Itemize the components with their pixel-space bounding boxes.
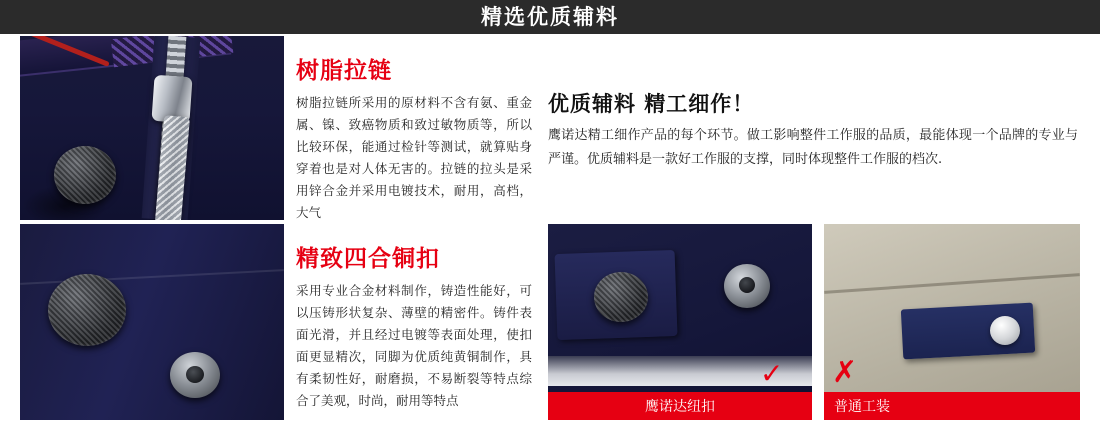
plain-product-caption: 普通工装 bbox=[824, 392, 1080, 420]
small-snap-button bbox=[170, 352, 220, 398]
snap-button bbox=[54, 146, 116, 204]
good-product-caption: 鹰诺达纽扣 bbox=[548, 392, 812, 420]
page-title: 精选优质辅料 bbox=[481, 5, 619, 29]
plain-fabric-seam bbox=[824, 273, 1080, 294]
zipper-photo bbox=[20, 36, 284, 220]
plain-product-photo bbox=[824, 224, 1080, 420]
check-icon: ✓ bbox=[760, 357, 784, 390]
middle-body-text: 鹰诺达精工细作产品的每个环节。做工影响整件工作服的品质，最能体现一个品牌的专业与严谨。优质辅料是一款好工作服的支撑，同时体现整件工作服的档次. bbox=[548, 128, 1078, 167]
middle-title: 优质辅料 精工细作！ bbox=[548, 92, 755, 116]
good-product-photo bbox=[548, 224, 812, 420]
good-snap-button-small bbox=[724, 264, 770, 308]
page-header bbox=[0, 0, 1100, 34]
snap-heading: 精致四合铜扣 bbox=[296, 246, 440, 272]
snap-button-photo bbox=[20, 224, 284, 420]
cross-icon: ✗ bbox=[832, 355, 858, 390]
good-snap-button-large bbox=[594, 272, 648, 322]
plain-snap-button bbox=[990, 316, 1020, 345]
large-snap-button bbox=[48, 274, 126, 346]
snap-body-text: 采用专业合金材料制作，铸造性能好，可以压铸形状复杂、薄壁的精密件。铸件表面光滑，并且经过电镀等表面处理，使扣面更显精次，同脚为优质纯黄铜制作，具有柔韧性好，耐磨损，不易断裂等特点综合了美观，时尚，耐用等特点 bbox=[296, 283, 532, 408]
zipper-heading: 树脂拉链 bbox=[296, 58, 392, 84]
zipper-body-text: 树脂拉链所采用的原材料不含有氨、重金属、镍、致癌物质和致过敏物质等，所以比较环保，能通过检针等测试，就算贴身穿着也是对人体无害的。拉链的拉头是采用锌合金并采用电镀技术，耐用，高档，大气 bbox=[296, 95, 532, 220]
